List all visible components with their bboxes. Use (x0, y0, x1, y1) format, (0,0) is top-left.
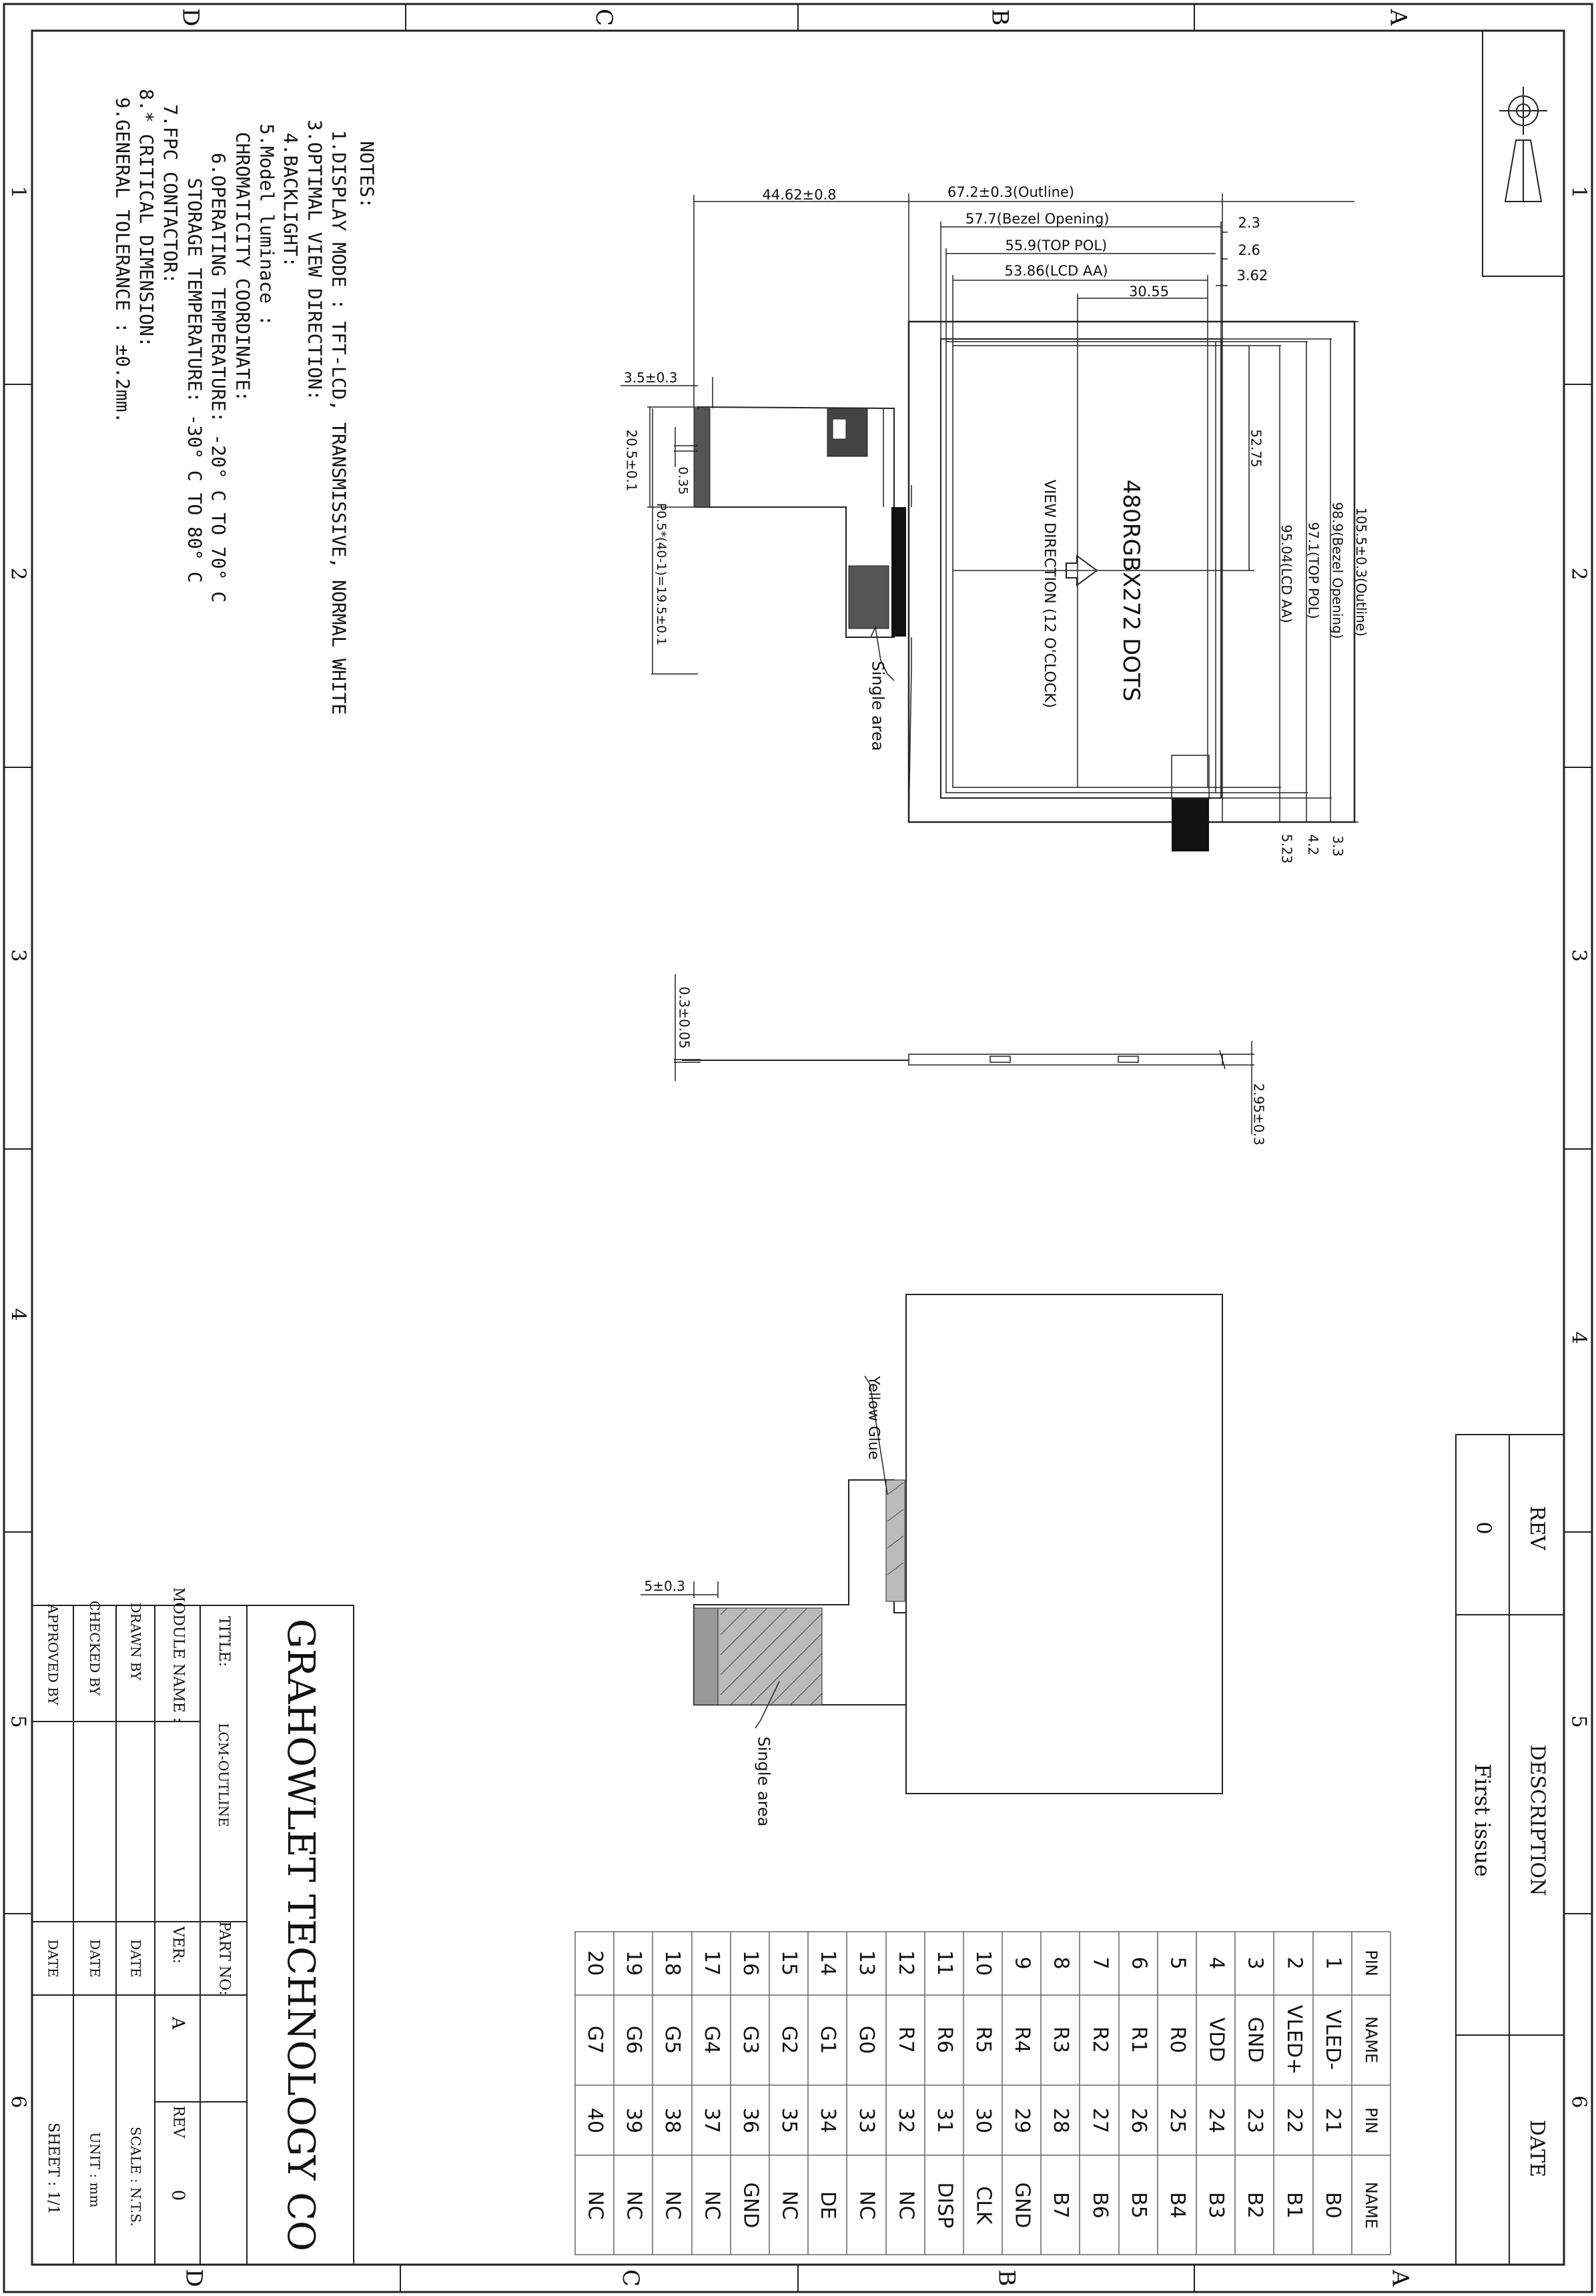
side-view (674, 974, 1254, 1134)
dim-center-height: 52.75 (1248, 429, 1264, 468)
zone-col-1-left: 1 (6, 185, 30, 199)
lcd-aa (953, 346, 1208, 787)
checked-by-label: CHECKED BY (87, 1600, 103, 1696)
notes-line-5: 5.Model luminace : (256, 123, 278, 326)
pin-table-cell: G1 (816, 2025, 840, 2054)
resolution-label: 480RGBX272 DOTS (1118, 479, 1145, 702)
dim-offset-5-23: 5.23 (1278, 833, 1294, 864)
zone-col-3-right: 3 (1567, 949, 1591, 962)
pin-table-cell: 19 (622, 1950, 646, 1976)
dim-lcd-aa-width: 53.86(LCD AA) (1004, 262, 1108, 279)
pin-table-cell: NC (777, 2191, 801, 2220)
zone-col-1-right: 1 (1567, 185, 1591, 199)
revision-entry-description: First issue (1469, 1764, 1495, 1877)
pin-table-cell: 23 (1243, 2107, 1267, 2134)
pin-table-cell: 36 (739, 2107, 763, 2134)
module-name-label: MODULE NAME : (169, 1587, 186, 1723)
pin-table-cell: 35 (777, 2107, 801, 2134)
notes-line-5b: CHROMATICITY COORDINATE: (231, 131, 254, 402)
pin-table-cell: 9 (1010, 1956, 1034, 1970)
scale-label: SCALE : N.T.S. (127, 2127, 144, 2227)
pin-table-cell: 13 (855, 1950, 879, 1976)
dim-fpc-width: 20.5±0.1 (623, 429, 640, 492)
pin-table-cell: G6 (622, 2025, 646, 2054)
pin-table-cell: DISP (933, 2182, 957, 2229)
zone-col-4-right: 4 (1567, 1331, 1591, 1345)
pin-table-cell: VLED+ (1282, 2004, 1306, 2075)
pin-table-cell: 21 (1321, 2107, 1345, 2134)
drawn-date-label: DATE (127, 1939, 144, 1978)
pin-table-cell: R2 (1088, 2026, 1112, 2053)
checked-date-label: DATE (87, 1939, 103, 1978)
pin-table-cell: R7 (893, 2026, 917, 2053)
zone-col-6-left: 6 (6, 2095, 30, 2109)
view-direction-label: VIEW DIRECTION (12 O'CLOCK) (1041, 479, 1058, 709)
zone-col-6-right: 6 (1567, 2095, 1591, 2109)
approved-by-label: APPROVED BY (45, 1604, 61, 1705)
pin-table-header-2: PIN (1361, 2107, 1380, 2134)
dim-bezel-height: 98.9(Bezel Opening) (1329, 502, 1346, 639)
pin-table-cell: G5 (661, 2025, 685, 2054)
revision-header-date: DATE (1525, 2120, 1549, 2177)
company-name: GRAHOWLET TECHNOLOGY CO (279, 1618, 323, 2252)
pin-table-cell: 40 (583, 2107, 607, 2134)
pin-table-cell: NC (894, 2191, 918, 2220)
pin-table-cell: B4 (1165, 2192, 1189, 2219)
pin-table-cell: R6 (932, 2026, 956, 2053)
bezel-opening (941, 339, 1221, 798)
front-single-area-label: Single area (867, 661, 887, 751)
pin-table-cell: 27 (1088, 2107, 1112, 2134)
pin-table-cell: 38 (661, 2107, 685, 2134)
pin-table-cell: 32 (894, 2107, 918, 2134)
front-view (694, 322, 1354, 851)
pin-table-cell: 25 (1166, 2107, 1190, 2134)
revision-header-description: DESCRIPTION (1525, 1744, 1549, 1896)
pin-table-cell: 17 (700, 1950, 724, 1976)
rev-value: 0 (167, 2189, 187, 2201)
pin-table-cell: R5 (971, 2026, 995, 2053)
dim-offset-2-3: 2.3 (1238, 214, 1260, 231)
pin-table-cell: B6 (1088, 2192, 1112, 2219)
pin-table-cell: 34 (816, 2107, 840, 2134)
zone-col-3-left: 3 (6, 949, 30, 962)
pin-table-cell: G2 (777, 2025, 801, 2054)
dim-outline-width: 67.2±0.3(Outline) (947, 183, 1075, 200)
dim-center-width: 30.55 (1129, 283, 1170, 300)
pin-table-cell: GND (738, 2182, 762, 2229)
pin-table-cell: 39 (622, 2107, 646, 2134)
pin-table-cell: GND (1242, 2016, 1266, 2063)
pin-table-cell: B0 (1320, 2192, 1344, 2219)
zone-col-2-right: 2 (1567, 567, 1591, 581)
dim-top-pol-width: 55.9(TOP POL) (1005, 237, 1108, 254)
pin-table-cell: R4 (1010, 2026, 1034, 2053)
back-view (641, 1294, 1222, 1794)
pin-table-cell: 7 (1088, 1956, 1112, 1970)
drawn-by-label: DRAWN BY (127, 1602, 143, 1681)
pin-table-cell: B7 (1048, 2192, 1072, 2219)
black-tab (1172, 798, 1209, 851)
pin-table-cell: DE (816, 2191, 840, 2220)
notes-line-4: 4.BACKLIGHT: (280, 132, 302, 268)
notes-line-8: 8.* CRITICAL DIMENSION: (135, 89, 157, 348)
pin-table-cell: 11 (933, 1950, 957, 1976)
pin-table-cell: VLED- (1321, 2009, 1345, 2070)
zone-row-A-top: A (1384, 9, 1411, 26)
pin-table-header-3: NAME (1362, 2181, 1381, 2229)
zone-col-5-left: 5 (6, 1715, 30, 1728)
dim-outline-height: 105.5±0.3(Outline) (1352, 507, 1369, 637)
dim-offset-4-2: 4.2 (1304, 834, 1321, 855)
dim-offset-2-6: 2.6 (1238, 242, 1260, 258)
pin-table-header-1: NAME (1362, 2016, 1381, 2064)
pin-table-cell: 33 (855, 2107, 879, 2134)
pin-table-cell: 20 (583, 1950, 607, 1976)
pin-table-cell: 29 (1010, 2107, 1034, 2134)
pin-table-cell: 5 (1166, 1956, 1190, 1970)
notes-line-9: 9.GENERAL TOLERANCE : ±0.2mm. (111, 97, 133, 424)
pin-table-cell: G7 (583, 2025, 607, 2054)
zone-row-C-top: C (590, 8, 618, 27)
dim-offset-3-62: 3.62 (1236, 267, 1268, 284)
dim-fpc-gap: 3.5±0.3 (624, 370, 678, 386)
pin-table-cell: 22 (1282, 2107, 1306, 2134)
dim-top-pol-height: 97.1(TOP POL) (1305, 522, 1322, 619)
pin-table-cell: 24 (1204, 2107, 1228, 2134)
title-value: LCM-OUTLINE (215, 1723, 232, 1827)
dim-pitch: P0.5*(40-1)=19.5±0.1 (653, 502, 669, 645)
pin-table-cell: VDD (1204, 2017, 1228, 2062)
ver-value: A (167, 2016, 187, 2030)
part-no-label: PART NO: (216, 1921, 233, 1996)
zone-col-5-right: 5 (1567, 1715, 1591, 1728)
yellow-glue-label: Yellow Glue (865, 1376, 882, 1460)
pin-table-cell: 30 (971, 2107, 995, 2134)
ver-label: VER: (169, 1926, 186, 1964)
pin-table-cell: 4 (1204, 1956, 1228, 1970)
zone-row-A-bottom: A (1386, 2269, 1413, 2287)
notes-line-3: 3.OPTIMAL VIEW DIRECTION: (304, 119, 326, 401)
dim-fpc-thickness: 0.3±0.05 (676, 986, 693, 1049)
pin-table-cell: G3 (739, 2025, 763, 2054)
notes-line-6b: STORAGE TEMPERATURE: -30° C TO 80° C (183, 177, 206, 583)
rev-label: REV (169, 2105, 186, 2139)
pin-table-cell: GND (1010, 2182, 1034, 2229)
pin-table-cell: G0 (855, 2025, 879, 2054)
inner-border (32, 31, 1564, 2265)
unit-label: UNIT : mm (86, 2132, 103, 2208)
pin-table-cell: 28 (1049, 2107, 1073, 2134)
pin-table-cell: B2 (1242, 2192, 1266, 2219)
pin-table-cell: 10 (971, 1950, 995, 1976)
pin-table-cell: 18 (661, 1950, 685, 1976)
pin-table-cell: 15 (777, 1950, 801, 1976)
zone-row-C-bottom: C (617, 2269, 645, 2287)
zone-col-2-left: 2 (6, 567, 30, 581)
dim-pin-width: 0.35 (675, 466, 691, 495)
pin-table-cell: NC (583, 2191, 607, 2220)
pin-table-cell: NC (622, 2191, 646, 2220)
top-pol (946, 342, 1216, 793)
pin-table-cell: 16 (739, 1950, 763, 1976)
pin-table-cell: B3 (1204, 2192, 1228, 2219)
pin-table-cell: NC (661, 2191, 685, 2220)
title-label: TITLE: (216, 1615, 233, 1667)
notes-line-7: 7.FPC CONTACTOR: (159, 104, 181, 284)
pin-table-cell: 2 (1282, 1956, 1306, 1970)
notes-heading: NOTES: (356, 141, 378, 209)
pin-table-cell: 14 (816, 1950, 840, 1976)
zone-row-B-bottom: B (993, 2269, 1020, 2287)
pin-table-cell: 12 (894, 1950, 918, 1976)
dim-offset-3-3: 3.3 (1329, 835, 1346, 857)
pin-table-cell: 8 (1049, 1956, 1073, 1970)
back-single-area-label: Single area (753, 1736, 773, 1827)
zone-row-B-top: B (986, 9, 1013, 26)
pin-table-cell: 3 (1243, 1956, 1267, 1970)
pin-table-cell: 26 (1127, 2107, 1151, 2134)
zone-row-D-bottom: D (180, 2269, 208, 2287)
pin-table-cell: B5 (1126, 2192, 1150, 2219)
pin-table-cell: 1 (1321, 1956, 1345, 1970)
pin-table-cell: 6 (1127, 1956, 1151, 1970)
pin-table-cell: NC (855, 2191, 879, 2220)
pin-table-cell: 31 (933, 2107, 957, 2134)
pin-table-cell: G4 (700, 2025, 724, 2054)
dim-fpc-length: 44.62±0.8 (762, 186, 837, 203)
pin-table-cell: B1 (1282, 2192, 1306, 2219)
revision-header-rev: REV (1525, 1505, 1549, 1551)
pin-table-cell: R3 (1048, 2026, 1072, 2053)
pin-table-cell: NC (700, 2191, 724, 2220)
pin-table-cell: R0 (1165, 2026, 1189, 2053)
sheet-label: SHEET : 1/1 (44, 2123, 61, 2215)
dim-bezel-width: 57.7(Bezel Opening) (965, 210, 1110, 227)
pin-table-header-0: PIN (1361, 1950, 1380, 1976)
zone-col-4-left: 4 (6, 1308, 30, 1321)
dim-back-fpc: 5±0.3 (644, 1578, 685, 1594)
dim-module-thickness: 2.95±0.3 (1250, 1083, 1267, 1146)
zone-row-D-top: D (177, 8, 204, 27)
dim-lcd-aa-height: 95.04(LCD AA) (1278, 524, 1294, 623)
pin-table-cell: CLK (971, 2186, 995, 2225)
notes-line-1: 1.DISPLAY MODE : TFT-LCD, TRANSMISSIVE, NORMAL WHITE (327, 129, 350, 715)
projection-symbol (1483, 31, 1564, 276)
notes-line-6: 6.OPERATING TEMPERATURE: -20° C TO 70° C (208, 152, 230, 603)
pin-table-cell: R1 (1126, 2026, 1150, 2053)
pin-table-cell: 37 (700, 2107, 724, 2134)
revision-entry-rev: 0 (1471, 1521, 1495, 1535)
approved-date-label: DATE (45, 1939, 61, 1978)
